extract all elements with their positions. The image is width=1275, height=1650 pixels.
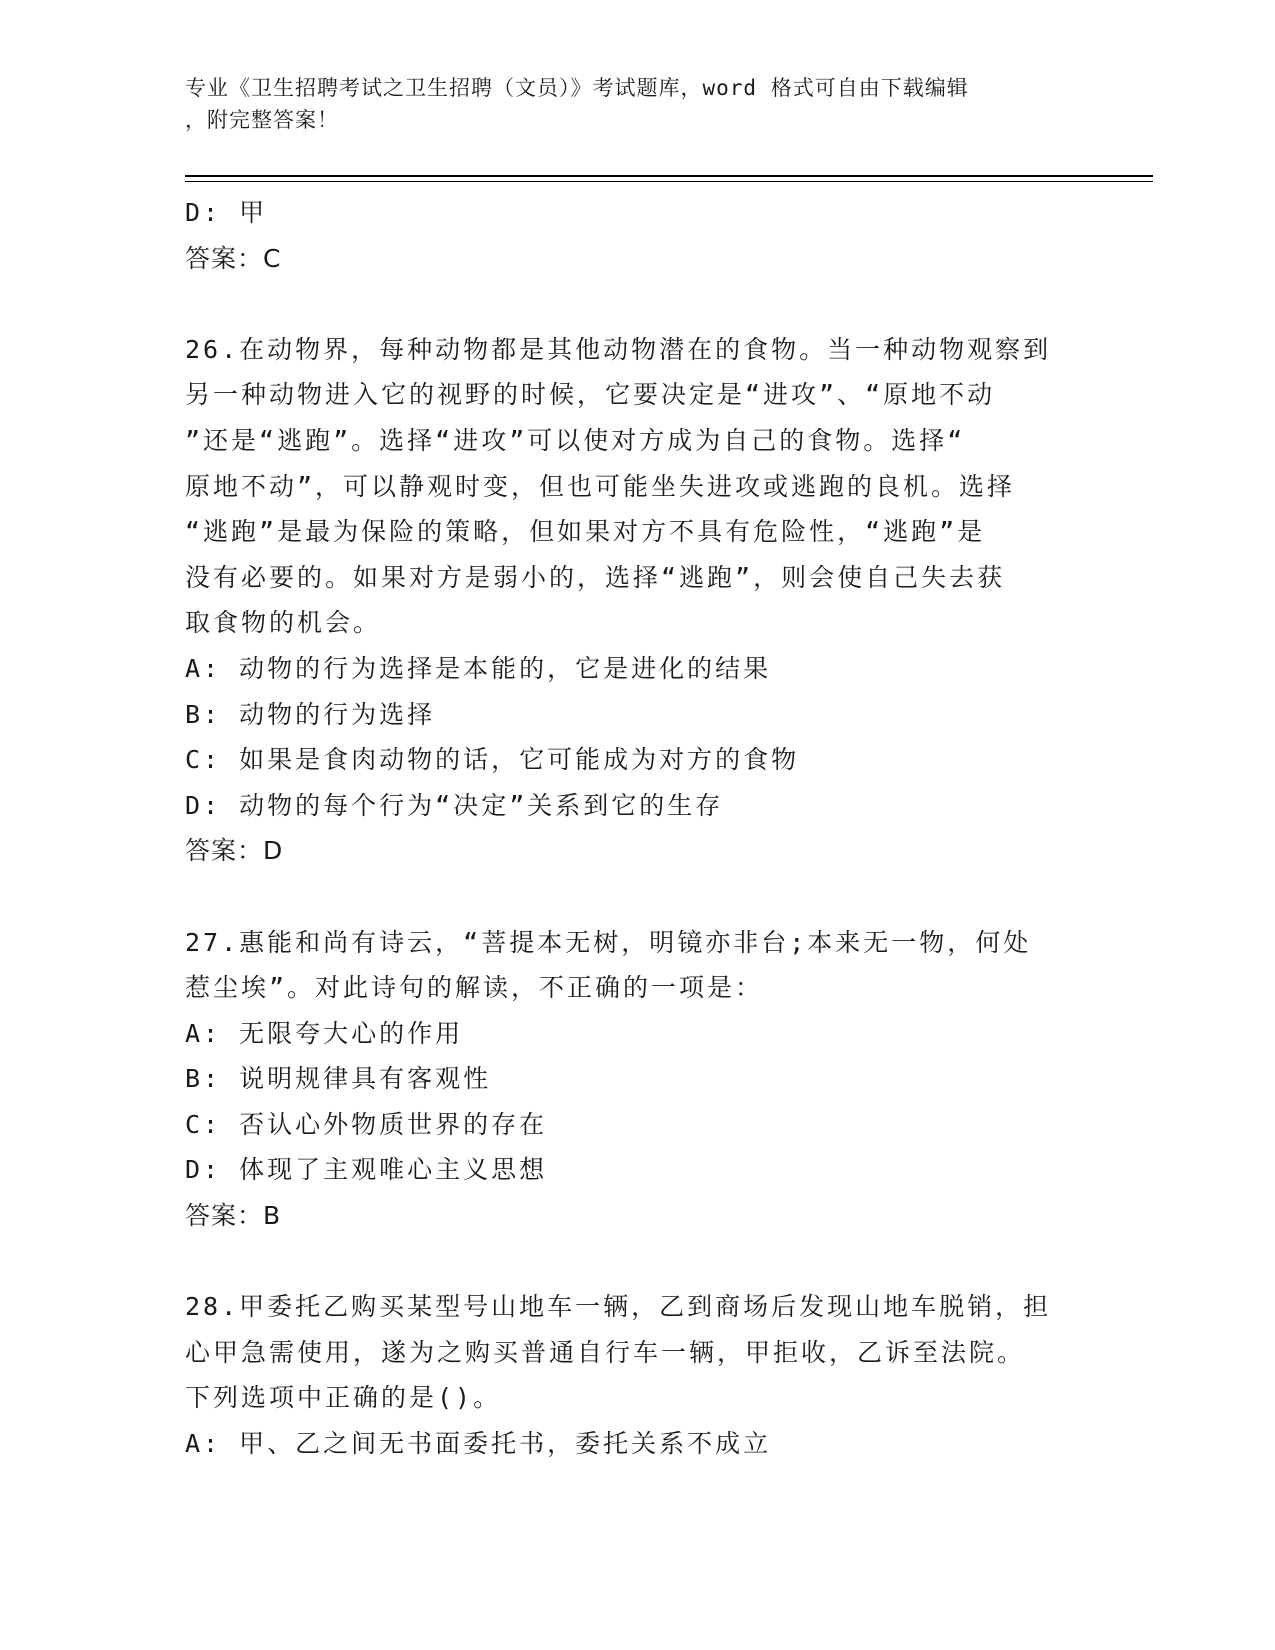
prev-option-d: D: 甲 [185, 198, 268, 227]
q27-stem-line: 27.惠能和尚有诗云，“菩提本无树，明镜亦非台;本来无一物，何处 [185, 927, 1032, 957]
q28-stem-line: 下列选项中正确的是()。 [185, 1383, 502, 1413]
q26-stem-line: 没有必要的。如果对方是弱小的，选择“逃跑”，则会使自己失去获 [185, 562, 1006, 592]
spacer [185, 874, 1085, 920]
q26-stem-line: “逃跑”是最为保险的策略，但如果对方不具有危险性，“逃跑”是 [185, 517, 986, 547]
q26-option-b: B: 动物的行为选择 [185, 699, 436, 729]
q26-option-a: A: 动物的行为选择是本能的，它是进化的结果 [185, 653, 772, 683]
q27-option-d: D: 体现了主观唯心主义思想 [185, 1155, 548, 1185]
q26-stem-line: 另一种动物进入它的视野的时候，它要决定是“进攻”、“原地不动 [185, 380, 996, 410]
q27-option-c: C: 否认心外物质世界的存在 [185, 1109, 548, 1139]
header-line-2: ，附完整答案！ [185, 108, 339, 132]
header-line-1: 专业《卫生招聘考试之卫生招聘（文员）》考试题库，word 格式可自由下载编辑 [185, 76, 969, 100]
q28-option-a: A: 甲、乙之间无书面委托书，委托关系不成立 [185, 1429, 772, 1459]
spacer [185, 1239, 1085, 1285]
q26-option-c: C: 如果是食肉动物的话，它可能成为对方的食物 [185, 745, 800, 775]
q27-answer: 答案：B [185, 1201, 282, 1231]
question-content [185, 190, 1085, 1467]
question-26 [185, 327, 1085, 874]
q27-stem-line: 惹尘埃”。对此诗句的解读，不正确的一项是： [185, 973, 764, 1003]
q28-stem-line: 28.甲委托乙购买某型号山地车一辆，乙到商场后发现山地车脱销，担 [185, 1292, 1052, 1322]
q26-stem-line: ”还是“逃跑”。选择“进攻”可以使对方成为自己的食物。选择“ [185, 425, 966, 455]
page-header [185, 72, 1085, 136]
q26-stem-line: 26.在动物界，每种动物都是其他动物潜在的食物。当一种动物观察到 [185, 334, 1052, 364]
prev-answer: 答案：C [185, 243, 282, 273]
q28-stem-line: 心甲急需使用，遂为之购买普通自行车一辆，甲拒收，乙诉至法院。 [185, 1337, 1026, 1367]
question-28 [185, 1284, 1085, 1466]
q26-stem-line: 取食物的机会。 [185, 608, 382, 638]
q26-stem-line: 原地不动”，可以静观时变，但也可能坐失进攻或逃跑的良机。选择 [185, 471, 1016, 501]
spacer [185, 281, 1085, 327]
q26-answer: 答案：D [185, 836, 284, 866]
q26-option-d: D: 动物的每个行为“决定”关系到它的生存 [185, 790, 724, 820]
q27-option-b: B: 说明规律具有客观性 [185, 1064, 492, 1094]
question-27 [185, 920, 1085, 1239]
q27-option-a: A: 无限夸大心的作用 [185, 1018, 464, 1048]
header-divider-thin [185, 181, 1153, 182]
header-divider-thick [185, 175, 1153, 177]
